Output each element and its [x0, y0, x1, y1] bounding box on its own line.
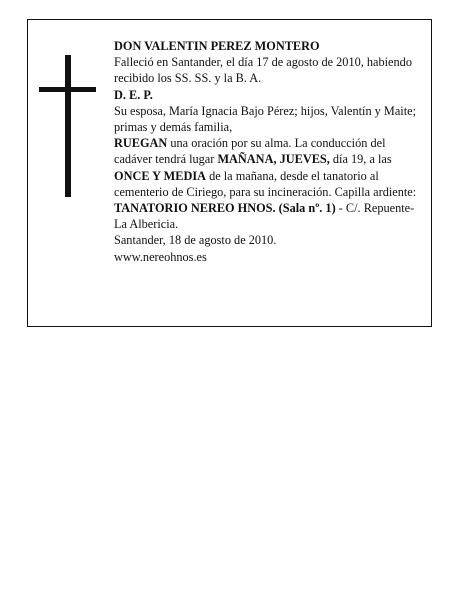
rest-in-peace: D. E. P. — [114, 87, 153, 102]
family-list: Su esposa, María Ignacia Bajo Pérez; hijos, Valentín y Maite; primas y demás familia, — [114, 103, 416, 135]
ceremony-details — [114, 135, 426, 232]
death-statement: Falleció en Santander, el día 17 de agosto de 2010, habiendo recibido los SS. SS. y la B. A. — [114, 55, 412, 86]
obituary-notice — [27, 19, 432, 327]
deceased-name: DON VALENTIN PEREZ MONTERO — [114, 39, 320, 53]
chapel-name: TANATORIO NEREO HNOS. (Sala nº. 1) — [114, 201, 336, 216]
place-date: Santander, 18 de agosto de 2010. — [114, 233, 277, 248]
obituary-text — [114, 38, 426, 265]
website-link[interactable]: www.nereohnos.es — [114, 249, 207, 264]
cross-icon — [39, 55, 96, 197]
prayer-text: una oración por su alma. La conducción del cadáver tendrá lugar — [114, 136, 386, 167]
chapel-address: - C/. Repuente-La Albericia. — [114, 201, 415, 232]
ceremony-time: ONCE Y MEDIA — [114, 168, 206, 183]
ruegan-label: RUEGAN — [114, 136, 168, 151]
ceremony-day: MAÑANA, JUEVES, — [217, 152, 330, 167]
ceremony-route-text: de la mañana, desde el tanatorio al cementerio de Ciriego, para su incineración. Capilla ardiente: — [114, 168, 417, 199]
cross-horizontal-bar — [39, 87, 96, 92]
cross-vertical-bar — [65, 55, 71, 197]
ceremony-date-text: día 19, a las — [329, 152, 392, 167]
